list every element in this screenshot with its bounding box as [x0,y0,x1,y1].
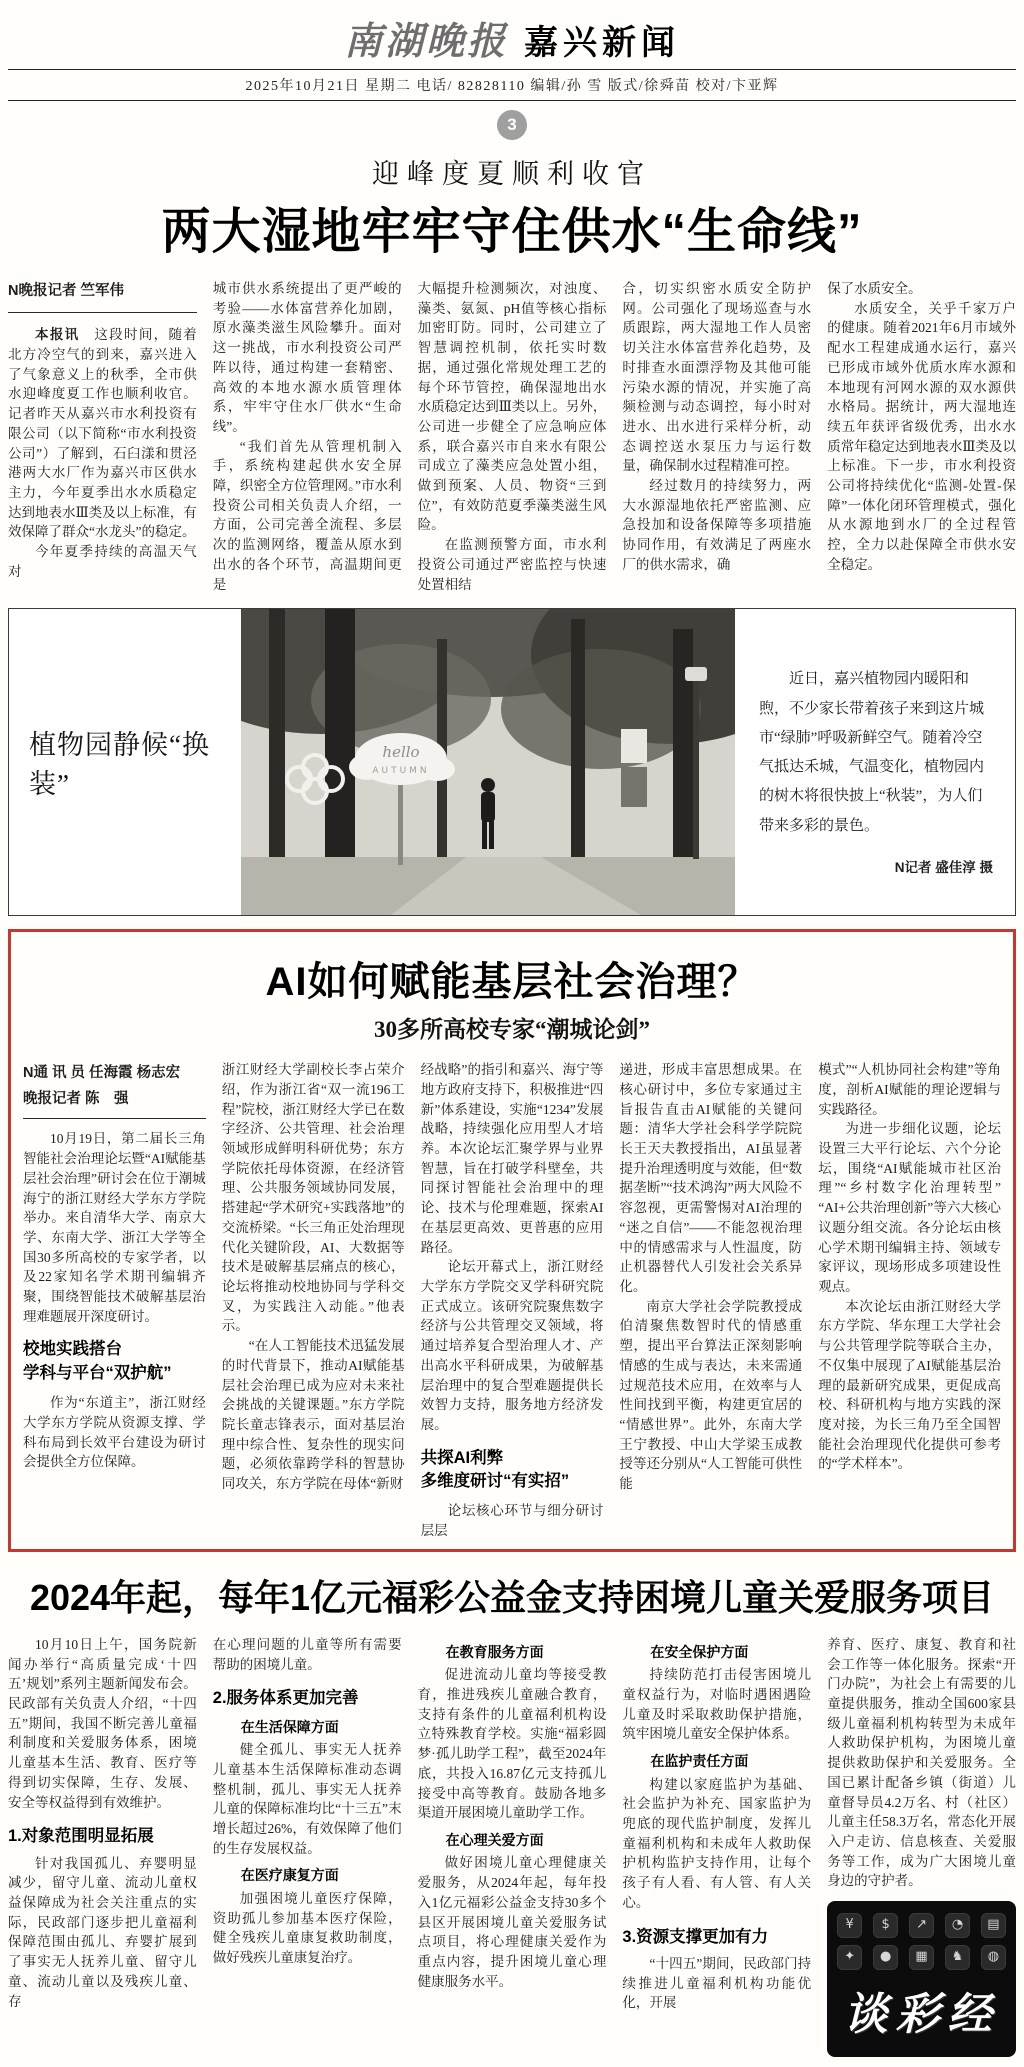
column [619,1060,802,1541]
paragraph: 在监测预警方面，市水利投资公司通过严密监控与快速处置相结 [417,537,607,592]
paragraph: 浙江财经大学副校长李占荣介绍，作为浙江省“双一流196工程”院校，浙江财经大学已在数字经济、公共管理、社会治理领域形成鲜明科研优势；东方学院依托母体资源，在经济管理、公共服务领域协同发展，搭建起“学术研究+实践落地”的交流桥梁。“长三角正处治理现代化关键阶段，AI、大数据等技术是破解基层痛点的核心，论坛将推动校地协同与学科交叉，为实践注入动能。”他表示。 [221,1062,405,1334]
water-article-byline: N晚报记者 竺军伟 [8,279,197,313]
water-article-kicker: 迎峰度夏顺利收官 [372,159,652,189]
paragraph: 为进一步细化议题，论坛设置三大平行论坛、六个分论坛，围绕“AI赋能城市社区治理”“乡村数字化治理转型”“AI+公共治理创新”等六大核心议题分组交流。各分论坛由核心学术期刊编辑主持、领域专家评议，现场形成多项建设性观点。 [818,1121,1001,1294]
column-text [222,1060,405,1493]
subhead: 多维度研讨“有实招” [420,1472,570,1491]
paragraph: 促进流动儿童均等接受教育，推进残疾儿童融合教育，支持有条件的儿童福利机构设立特殊教育学校。实施“福彩圆梦·孤儿助学工程”，截至2024年底，共投入16.87亿元支持孤儿接受中高等教育。鼓励各地多渠道开展困境儿童助学工作。 [417,1667,607,1821]
paragraph: 10月19日，第二届长三角智能社会治理论坛暨“AI赋能基层社会治理”研讨会在位于潮城海宁的浙江财经大学东方学院举办。来自清华大学、南京大学、东南大学、浙江大学等全国30多所高校的专家学者，以及22家知名学术期刊编辑齐聚，围绕智能技术破解基层治理难题展开深度研讨。 [23,1131,206,1324]
water-article-columns [8,279,1016,594]
masthead-rule-bottom [8,100,1016,101]
photo-caption: 近日，嘉兴植物园内暖阳和煦，不少家长带着孩子来到这片城市“绿肺”呼吸新鲜空气。随着冷空气抵达禾城，气温变化，植物园内的树木将很快披上“秋装”，为人们带来多彩的景色。 [759,671,985,834]
paragraph: 论坛开幕式上，浙江财经大学东方学院交叉学科研究院正式成立。该研究院聚焦数字经济与公共管理交叉领域，将通过培养复合型治理人才、产出高水平科研成果，为破解基层治理中的复合型难题提供长效智力支持，服务地方经济发展。 [420,1259,604,1432]
paragraph: 持续防范打击侵害困境儿童权益行为，对临时遇困遇险儿童及时采取救助保护措施，筑牢困境儿童安全保护体系。 [622,1667,812,1742]
column-text [418,279,607,594]
column [222,1060,405,1541]
column-text [213,279,402,594]
column-text [827,1635,1016,1891]
subhead: 3.资源支撑更加有力 [622,1927,769,1946]
lottery-column-graphic [827,1901,1016,2057]
subhead: 在监护责任方面 [650,1753,749,1770]
paragraph: “在人工智能技术迅猛发展的时代背景下，推动AI赋能基层社会治理已成为应对未来社会挑战的关键课题。”东方学院院长童志锋表示，面对基层治理中综合性、复杂性的现实问题，必须依靠跨学科的智慧协同攻关，东方学院在母体“新财 [221,1338,405,1492]
paragraph: 针对我国孤儿、弃婴明显减少，留守儿童、流动儿童权益保障成为社会关注重点的实际，民政部门逐步把儿童福利保障范围由孤儿、弃婴扩展到了事实无人抚养儿童、留守儿童、流动儿童以及残疾儿童、存 [8,1855,197,2009]
paragraph: 健全孤儿、事实无人抚养儿童基本生活保障标准动态调整机制，孤儿、事实无人抚养儿童的保障标准均比“十三五”末增长超过26%，有效保障了他们的生存发展权益。 [212,1742,402,1856]
column [213,1635,402,2057]
column [421,1060,604,1541]
app-icon: ↗ [909,1913,934,1938]
photo-credit: N记者 盛佳淳 摄 [894,859,993,875]
column-text [622,1642,811,2013]
column [8,279,197,594]
column [818,1060,1001,1541]
column-text [418,1642,607,1991]
paragraph: 南京大学社会学院教授成伯清聚焦数智时代的情感重塑，提出平台算法正深刻影响情感的生成与表达，未来需通过规范技术应用，在效率与人性间找到平衡，构建更宜居的“情感世界”。此外，东南大学王宁教授、中山大学梁玉成教授等还分别从“人工智能可供性能 [619,1298,803,1492]
column [8,1635,197,2057]
welfare-article [8,1570,1016,2057]
paragraph: 城市供水系统提出了更严峻的考验——水体富营养化加剧，原水藻类滋生风险攀升。面对这一挑战，市水利投资公司严阵以待，通过构建一套精密、高效的本地水源水质管理体系，牢牢守住水厂供水“生命线”。 [212,281,402,434]
paragraph: 构建以家庭监护为基础、社会监护为补充、国家监护为兜底的现代监护制度，发挥儿童福利机构和未成年人救助保护机构监护支持作用，让每个孩子有人看、有人管、有人关心。 [622,1776,812,1910]
column [23,1060,206,1541]
column-text [622,279,811,575]
column-text [818,1060,1001,1474]
app-icon: ▦ [909,1945,934,1970]
paragraph: 水质安全，关乎千家万户的健康。随着2021年6月市域外配水工程建成通水运行，嘉兴已形成市域外优质水库水源和本地现有河网水源的双水源供水格局。据统计，两大湿地连续五年获评省级优秀，出水水质常年稳定达到地表水Ⅲ类及以上标准。下一步，市水利投资公司将持续优化“监测-处置-保障”一体化闭环管理模式，强化从水源地到水厂的全过程管控，全力以赴保障全市供水安全稳定。 [827,300,1016,572]
app-icon: ● [873,1945,898,1970]
app-icon: ◍ [981,1945,1006,1970]
subhead: 2.服务体系更加完善 [212,1689,359,1708]
subhead: 共探AI利弊 [420,1448,504,1467]
subhead: 在医疗康复方面 [240,1867,339,1884]
app-icon-row [837,1945,1006,1970]
app-icon: ¥ [837,1913,862,1938]
paragraph: 本报讯 这段时间，随着北方冷空气的到来，嘉兴进入了气象意义上的秋季，全市供水迎峰度夏工作也顺利收官。记者昨天从嘉兴市水利投资有限公司（以下简称“市水利投资公司”）了解到，石臼漾和贯泾港两大水厂作为嘉兴市区供水主力，今年夏季出水水质稳定达到地表水Ⅲ类及以上标准，有效保障了群众“水龙头”的稳定。 [8,327,197,540]
paragraph: 经过数月的持续努力，两大水源湿地依托严密监测、应急投加和设备保障等多项措施协同作用，有效满足了两座水厂的供水需求，确 [622,478,812,572]
paragraph: 大幅提升检测频次，对浊度、藻类、氨氮、pH值等核心指标加密盯防。同时，公司建立了智慧调控机制，依托实时数据，通过强化常规处理工艺的每个环节管控，确保湿地出水水质稳定达到Ⅲ类以上。另外，公司进一步健全了应急响应体系，联合嘉兴市自来水有限公司成立了藻类应急处置小组，做到预案、人员、物资“三到位”，有效防范夏季藻类滋生风险。 [417,281,607,533]
app-icon: $ [873,1913,898,1938]
paragraph: 本次论坛由浙江财经大学东方学院、华东理工大学社会与公共管理学院等联合主办，不仅集中展现了AI赋能基层治理的最新研究成果，更促成高校、科研机构与地方实践的深度对接，为长三角乃至全国智能社会治理现代化提供可参考的“学术样本”。 [818,1298,1001,1472]
svg-text:AUTUMN: AUTUMN [372,766,430,777]
byline-line1: N通 讯 员 任海霞 杨志宏 [23,1065,181,1082]
masthead [8,4,1016,69]
subhead: 校地实践搭台 [23,1340,122,1359]
subhead: 在安全保护方面 [650,1643,749,1660]
paragraph: 在心理问题的儿童等所有需要帮助的困境儿童。 [212,1636,402,1672]
photo-section [8,608,1016,916]
column-text [827,279,1016,575]
paragraph: 做好困境儿童心理健康关爱服务，从2024年起，每年投入1亿元福彩公益金支持30多个县区开展困境儿童关爱服务试点项目，将心理健康关爱作为重点内容，提升困境儿童心理健康服务水平。 [417,1855,607,1989]
column [622,1635,811,2057]
subhead: 在教育服务方面 [445,1643,544,1660]
column-text [8,325,197,581]
column [827,279,1016,594]
subhead: 在生活保障方面 [240,1718,339,1735]
paragraph: 递进，形成丰富思想成果。在核心研讨中，多位专家通过主旨报告直击AI赋能的关键问题：清华大学社会科学学院院长王天夫教授指出，AI虽显著提升治理透明度与效能，但“数据垄断”“技术鸿沟”两大风险不容忽视，更需警惕对AI治理的“迷之自信”——不能忽视治理中的情感需求与人性温度，防止机器替代人引发社会关系异化。 [619,1062,803,1294]
ai-article-headline: AI如何赋能基层社会治理？ [265,960,759,1005]
subhead: 学科与平台“双护航” [23,1363,172,1382]
paragraph: 养育、医疗、康复、教育和社会工作等一体化服务。探索“开门办院”，为社会上有需要的儿童提供服务，推动全国600家县级儿童福利机构转型为未成年人救助保护机构，为困境儿童提供救助保护和关爱服务。全国已累计配备乡镇（街道）儿童督导员4.2万名、村（社区）儿童主任58.3万名，常态化开展入户走访、信息核查、关爱服务等工作，成为广大困境儿童身边的守护者。 [827,1636,1016,1889]
column [418,1635,607,2057]
water-article-headline: 两大湿地牢牢守住供水“生命线” [161,205,863,259]
subhead: 在心理关爱方面 [445,1831,544,1848]
ai-article-byline [23,1060,206,1119]
welfare-article-headline: 2024年起，每年1亿元福彩公益金支持困境儿童关爱服务项目 [29,1576,995,1618]
app-icon: ♞ [945,1945,970,1970]
dateline: 2025年10月21日 星期二 电话/ 82828110 编辑/孙 雪 版式/徐舜苗 校对/卞亚辉 [245,79,779,94]
park-photo [241,609,735,915]
paragraph: 合，切实织密水质安全防护网。公司强化了现场巡查与水质跟踪，两大湿地工作人员密切关注水体富营养化趋势，及时排查水面漂浮物及其他可能污染水源的情况，并实施了高频检测与动态调控，每小时对进水、出水进行采样分析，动态调控送水泵压力与运行数量，确保制水过程精准可控。 [622,281,812,474]
paragraph: 作为“东道主”，浙江财经大学东方学院从资源支撑、学科布局到长效平台建设为研讨会提供全方位保障。 [23,1395,206,1470]
app-icon-row [837,1913,1006,1938]
column [827,1635,1016,2057]
photo-caption-pane [735,609,1015,915]
water-article [8,152,1016,594]
paragraph: 加强困境儿童医疗保障，资助孤儿参加基本医疗保险，健全残疾儿童康复救助制度，做好残疾儿童康复治疗。 [212,1890,402,1965]
paragraph: 10月10日上午，国务院新闻办举行“高质量完成‘十四五’规划”系列主题新闻发布会。民政部有关负责人介绍，“十四五”期间，我国不断完善儿童福利制度和关爱服务体系，困境儿童基本生活、教育、医疗等得到切实保障，生存、发展、安全等权益得到有效维护。 [8,1636,197,1810]
app-icon: ▤ [981,1913,1006,1938]
subhead: 1.对象范围明显拓展 [8,1827,154,1846]
section-name: 嘉兴新闻 [524,24,680,62]
paragraph: 今年夏季持续的高温天气对 [8,544,197,579]
paragraph: 经战略”的指引和嘉兴、海宁等地方政府支持下，积极推进“四新”体系建设，实施“1234”发展战略，持续强化应用型人才培养。本次论坛汇聚学界与业界智慧，旨在打破学科壁垒，共同探讨智能社会治理中的理论、技术与伦理难题，探索AI在基层更高效、更普惠的应用路径。 [420,1062,604,1255]
paragraph: 保了水质安全。 [827,281,922,296]
page-number-badge: 3 [497,110,527,140]
paragraph: “十四五”期间，民政部门持续推进儿童福利机构功能优化，开展 [622,1955,812,2011]
column-text [213,1635,402,1968]
paragraph: 论坛核心环节与细分研讨层层 [420,1503,604,1539]
svg-text:hello: hello [382,743,420,762]
column [418,279,607,594]
column-text [421,1060,604,1541]
paper-name-logo: 南湖晚报 [343,18,508,63]
photo-title: 植物园静候“换装” [29,730,210,800]
column-text [23,1129,206,1472]
paragraph: 模式”“人机协同社会构建”等角度，剖析AI赋能的理论逻辑与实践路径。 [818,1062,1001,1117]
ai-article [8,929,1016,1552]
byline-line2: 晚报记者 陈 强 [23,1091,129,1108]
column-text [619,1060,802,1493]
app-icon: ◔ [945,1913,970,1938]
paragraph: “我们首先从管理机制入手，系统构建起供水安全屏障，织密全方位管理网。”市水利投资公司相关负责人介绍，一方面，公司完善全流程、多层次的监测网络，覆盖从原水到出水的各个环节，高温期间更是 [212,438,402,592]
column-text [8,1635,197,2011]
lottery-graphic-title: 谈彩经 [843,1989,1000,2041]
ai-article-subheadline: 30多所高校专家“潮城论剑” [374,1017,650,1043]
column [213,279,402,594]
welfare-article-columns [8,1635,1016,2057]
app-icon: ✦ [837,1945,862,1970]
ai-article-columns [23,1060,1001,1541]
column [622,279,811,594]
